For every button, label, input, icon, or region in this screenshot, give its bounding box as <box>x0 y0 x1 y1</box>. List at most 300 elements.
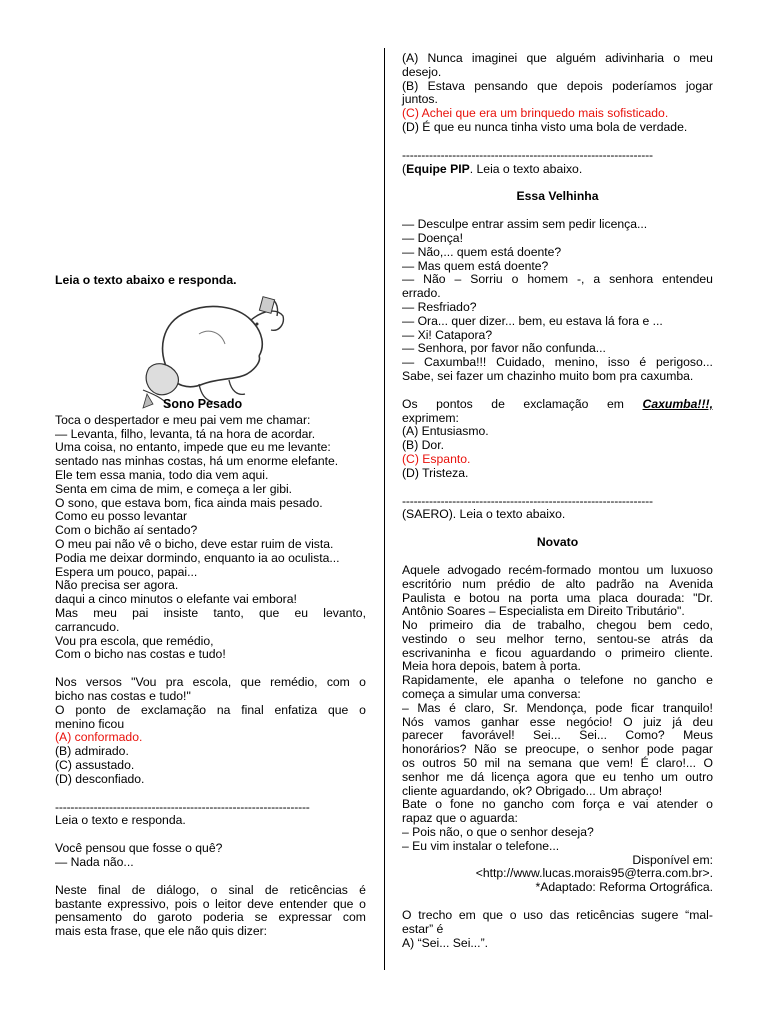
text-line <box>402 619 713 633</box>
word: claro!... <box>656 756 697 771</box>
question-intro: (SAERO). Leia o texto abaixo. <box>402 507 566 522</box>
poem-line: O meu pai não vê o bicho, deve estar ruim de vista. <box>55 536 334 551</box>
word: telefone <box>580 673 624 688</box>
word: na <box>216 702 231 717</box>
word: parecer <box>402 728 444 743</box>
word: Paulista <box>402 590 446 605</box>
text-title: Novato <box>536 535 579 550</box>
dialog-line: — Ora... quer dizer... bem, eu estava lá fora e ... <box>402 313 663 328</box>
reference-line: Disponível em: <box>632 852 713 867</box>
word: alto <box>565 576 586 591</box>
word: agora <box>536 769 568 784</box>
word: bastante <box>55 896 102 911</box>
word: — <box>402 355 415 370</box>
word: remédio, <box>270 675 318 690</box>
word: o <box>210 882 218 897</box>
poem-line: daqui a cinco minutos o elefante vai embora! <box>55 592 297 607</box>
word: O <box>402 908 412 923</box>
question-text: bicho nas costas e tudo!" <box>55 688 191 703</box>
separator-line: ------------------------------------------------------------------ <box>55 800 310 814</box>
word: Não <box>423 272 446 287</box>
question-text <box>55 676 366 690</box>
word: vai <box>632 797 649 812</box>
word: trabalho, <box>537 618 585 633</box>
dialog-line: — Mas quem está doente? <box>402 258 549 273</box>
word: pagar <box>681 742 713 757</box>
word: das <box>549 908 570 923</box>
question-intro: Leia o texto e responda. <box>55 813 186 828</box>
answer-option: (D) Tristeza. <box>402 465 469 480</box>
word: placa <box>598 590 628 605</box>
word: com <box>342 910 366 925</box>
word: uma <box>566 590 591 605</box>
word: na <box>508 590 522 605</box>
word: pra <box>165 675 184 690</box>
word: senhor <box>402 769 440 784</box>
word: escola, <box>192 675 232 690</box>
answer-option: juntos. <box>402 92 438 107</box>
word: em <box>458 908 476 923</box>
poem-line: — Levanta, filho, levanta, tá na hora de acordar. <box>55 426 316 441</box>
word: favorável! <box>461 728 515 743</box>
dialog-line: — Desculpe entrar assim sem pedir licença... <box>402 217 648 232</box>
right-column <box>402 0 713 950</box>
word: pontos <box>436 396 473 411</box>
word: diálogo, <box>156 882 200 897</box>
word: e <box>479 645 487 660</box>
word: levanto, <box>323 605 366 620</box>
word: pode <box>646 742 674 757</box>
dialog-line: — Não,... quem está doente? <box>402 244 562 259</box>
word: é <box>449 700 456 715</box>
word: padrão <box>596 576 635 591</box>
word: cedo, <box>683 618 713 633</box>
word: licença <box>491 769 530 784</box>
word: Avenida <box>669 576 713 591</box>
word: versos <box>85 675 122 690</box>
word: na <box>644 576 659 591</box>
word: O <box>703 756 713 771</box>
word: do <box>133 910 147 925</box>
poem-line: sentado nas minhas costas, há um enorme elefante. <box>55 454 339 469</box>
question-text <box>402 398 713 412</box>
text-line <box>402 729 713 743</box>
word: Aquele <box>402 562 440 577</box>
dialog-line <box>402 356 713 370</box>
word: expressivo, <box>107 896 170 911</box>
word: força <box>582 797 610 812</box>
word: gancho <box>656 673 697 688</box>
answer-option: (D) desconfiado. <box>55 771 145 786</box>
dialog-line: Você pensou que fosse o quê? <box>55 841 223 856</box>
word: leitor <box>215 896 242 911</box>
dialog-line <box>402 273 713 287</box>
word: reticências <box>576 908 635 923</box>
word: os <box>402 756 415 771</box>
answer-option-correct: (C) Achei que era um brinquedo mais sofisticado. <box>402 106 669 121</box>
word: primeiro <box>429 618 474 633</box>
poem-line: carrancudo. <box>55 619 120 634</box>
poem <box>55 414 366 662</box>
word: ganhar <box>481 714 520 729</box>
word: bem <box>647 618 672 633</box>
word: Sei... <box>533 728 561 743</box>
question-text: exprimem: <box>402 410 459 425</box>
word: se <box>504 742 518 757</box>
word: no <box>481 797 496 812</box>
word: apanha <box>513 673 555 688</box>
word: Nos <box>55 675 77 690</box>
word: da <box>699 631 713 646</box>
word: gancho <box>503 797 544 812</box>
word: pode <box>595 700 623 715</box>
separator-line: ----------------------------------------------------------------- <box>402 494 653 508</box>
word: de <box>491 396 505 411</box>
word: melhor <box>506 631 544 646</box>
word: meu <box>93 605 117 620</box>
word: jogar <box>685 78 713 93</box>
word: imaginei <box>471 51 518 65</box>
question-text <box>402 909 713 923</box>
word: deve <box>247 896 274 911</box>
word: é <box>359 882 366 897</box>
word: Estava <box>427 78 465 93</box>
poem-line: Como eu posso levantar <box>55 509 188 524</box>
word: porta <box>530 590 559 605</box>
word: Mas <box>417 700 441 715</box>
word: de <box>131 882 146 897</box>
word: o <box>511 272 519 287</box>
word: eu <box>294 605 309 620</box>
word: ponto <box>75 702 106 717</box>
word: Mendonça, <box>526 700 587 715</box>
word: ficar <box>631 700 655 715</box>
poem-line: Ele tem essa mania, todo dia vem aqui. <box>55 467 269 482</box>
word: é <box>639 355 647 370</box>
word: pois <box>174 896 198 911</box>
word: (B) <box>402 78 419 93</box>
left-column <box>55 0 366 939</box>
word: deu <box>692 714 713 729</box>
word: enfatiza <box>274 702 318 717</box>
dialog-line: — Doença! <box>402 230 463 245</box>
word: Nunca <box>427 51 463 65</box>
question-text: mais esta frase, que ele não quis dizer: <box>55 924 268 939</box>
word: prédio <box>496 576 531 591</box>
text-line: – Eu vim instalar o telefone... <box>402 838 560 853</box>
dialog-line: — Resfriado? <box>402 299 477 314</box>
word: homem <box>527 272 569 287</box>
word: já <box>672 714 682 729</box>
word: expressar <box>278 910 332 925</box>
word: terno, <box>554 631 586 646</box>
word: final <box>98 882 121 897</box>
word: Caxumba!!! <box>424 355 487 370</box>
word: Como? <box>625 728 665 743</box>
word: poderíamos <box>612 78 677 93</box>
word: num <box>462 576 486 591</box>
word: Sr. <box>502 700 518 715</box>
word: e <box>453 590 461 605</box>
word: Bate <box>402 797 428 812</box>
word: que <box>574 769 596 784</box>
dialog-line: — Xi! Catapora? <box>402 327 493 342</box>
word: cliente. <box>674 645 713 660</box>
word: de <box>512 618 526 633</box>
word: senhor <box>601 742 640 757</box>
word: e <box>706 673 713 688</box>
word: fone <box>450 797 474 812</box>
word: de <box>264 882 279 897</box>
poem-line: Uma coisa, no entanto, impede que eu me levante: <box>55 440 331 455</box>
word: trecho <box>418 908 453 923</box>
word: preocupe, <box>525 742 580 757</box>
word: se <box>254 910 268 925</box>
word: o <box>587 742 594 757</box>
word: mil <box>484 756 501 771</box>
answer-option: (B) Dor. <box>402 438 444 453</box>
word: – <box>454 272 462 287</box>
word: que <box>333 896 354 911</box>
question-text <box>55 704 366 718</box>
word: No <box>402 618 418 633</box>
word: "Dr. <box>693 590 713 605</box>
dialog-line: — Nada não... <box>55 854 134 869</box>
word: reticências <box>289 882 348 897</box>
word: um <box>661 769 678 784</box>
word: semana <box>528 756 572 771</box>
word: um <box>646 562 664 577</box>
text-line <box>402 702 713 716</box>
word: o <box>563 673 571 688</box>
dialog-line: errado. <box>402 286 441 301</box>
word: que <box>526 51 547 65</box>
word: É <box>640 756 649 771</box>
text-line <box>402 564 713 578</box>
question-text: estar” é <box>402 921 444 936</box>
word: outros <box>422 756 457 771</box>
text-line <box>402 647 713 661</box>
word: senhora <box>609 272 654 287</box>
word: dá <box>470 769 485 784</box>
word: insiste <box>163 605 199 620</box>
answer-option-correct: (C) Espanto. <box>402 451 471 466</box>
word: sinal <box>228 882 254 897</box>
word: outro <box>685 769 713 784</box>
text-line: – Pois não, o que o senhor deseja? <box>402 825 594 840</box>
word: seu <box>476 631 496 646</box>
word: Sorriu <box>470 272 503 287</box>
reference-note: *Adaptado: Reforma Ortográfica. <box>535 880 713 895</box>
answer-option: (B) admirado. <box>55 744 129 759</box>
word: tanto, <box>213 605 244 620</box>
answer-option: (A) Entusiasmo. <box>402 424 489 439</box>
text-line <box>402 743 713 757</box>
poem-line: Não precisa ser agora. <box>55 578 179 593</box>
answer-option <box>402 52 713 66</box>
word: de <box>541 576 555 591</box>
word: Os <box>402 396 418 411</box>
answer-option: (D) É que eu nunca tinha visto uma bola de verdade. <box>402 119 688 134</box>
poem-line: Com o bichão aí sentado? <box>55 523 198 538</box>
word: o <box>359 896 366 911</box>
word: vamos <box>434 714 471 729</box>
word: Mas <box>55 605 79 620</box>
word: que <box>240 675 261 690</box>
text-line <box>402 771 713 785</box>
text-line <box>402 798 713 812</box>
word: que <box>537 78 558 93</box>
word: escrivaninha <box>402 645 471 660</box>
word: montou <box>598 562 640 577</box>
word: -, <box>576 272 585 287</box>
word: eu <box>602 769 617 784</box>
word: advogado <box>447 562 501 577</box>
text-title: Essa Velhinha <box>516 189 599 204</box>
word: depois <box>566 78 603 93</box>
word: dourada: <box>636 590 685 605</box>
word: vestindo <box>402 631 448 646</box>
highlighted-word: Caxumba!!!, <box>642 396 713 411</box>
text-line <box>402 757 713 771</box>
word: o <box>435 797 442 812</box>
poem-line: Com o bicho nas costas e tudo! <box>55 647 226 662</box>
word: dia <box>484 618 501 633</box>
word: recém-formado <box>508 562 592 577</box>
word: “mal- <box>685 908 713 923</box>
poem-line: Podia me deixar dormindo, enquanto ia ao oculista... <box>55 550 340 565</box>
word: que <box>328 702 349 717</box>
word: o <box>605 645 612 660</box>
text-line <box>402 592 713 606</box>
word: Nós <box>402 714 424 729</box>
word: que <box>259 605 280 620</box>
word: o <box>202 896 210 911</box>
word: garoto <box>157 910 193 925</box>
word: Rapidamente, <box>402 673 478 688</box>
word: Não <box>474 742 497 757</box>
word: perigoso... <box>656 355 713 370</box>
text-line: começa a simular uma conversa: <box>402 687 581 702</box>
source-name: Equipe PIP <box>406 161 470 176</box>
elephant-drawing <box>139 294 289 412</box>
word: vem! <box>606 756 634 771</box>
word: – <box>402 700 409 715</box>
answer-option-correct: (A) conformado. <box>55 730 143 745</box>
word: Meus <box>683 728 713 743</box>
word: botou <box>469 590 500 605</box>
word: juiz <box>643 714 662 729</box>
text-line: rapaz que o aguarda: <box>402 811 518 826</box>
word: Sei... <box>579 728 607 743</box>
word: de <box>116 702 131 717</box>
word: alguém <box>555 51 596 65</box>
word: exclamação <box>523 396 589 411</box>
word: Neste <box>55 882 87 897</box>
question-text: menino ficou <box>55 716 125 731</box>
word: o <box>673 51 681 65</box>
word: o <box>359 675 366 690</box>
word: — <box>402 272 415 287</box>
poem-line: O sono, que estava bom, fica ainda mais pesado. <box>55 495 323 510</box>
word: primeiro <box>621 645 666 660</box>
word: a <box>593 272 601 287</box>
text-line <box>402 578 713 592</box>
poem-line: Espera um pouco, papai... <box>55 564 198 579</box>
word: Cuidado, <box>496 355 545 370</box>
word: aguardando <box>530 645 596 660</box>
word: escritório <box>402 576 452 591</box>
text-line: Meia hora depois, batem à porta. <box>402 659 581 674</box>
word: que <box>482 908 503 923</box>
word: me <box>446 769 464 784</box>
dialog-line: — Senhora, por favor não confunda... <box>402 341 606 356</box>
word: (A) <box>402 51 419 65</box>
word: pensando <box>474 78 528 93</box>
word: uso <box>523 908 543 923</box>
reference-link: <http://www.lucas.morais95@terra.com.br>. <box>475 866 713 881</box>
word: meu <box>689 51 713 65</box>
question-text <box>55 911 366 925</box>
word: negócio! <box>566 714 613 729</box>
word: sugere <box>641 908 679 923</box>
word: ficou <box>495 645 522 660</box>
word: O <box>55 702 65 717</box>
word: na <box>507 756 521 771</box>
word: pensamento <box>55 910 123 925</box>
word: "Vou <box>131 675 157 690</box>
text-line: cliente aguardando, ok? Obrigado... Um abraço! <box>402 783 663 798</box>
poem-line: Vou pra escola, que remédio, <box>55 633 214 648</box>
separator-line: ----------------------------------------------------------------- <box>402 148 653 162</box>
word: e <box>618 797 625 812</box>
answer-option: A) “Sei... Sei...”. <box>402 935 489 950</box>
question-1 <box>55 676 366 786</box>
answer-option: (C) assustado. <box>55 757 135 772</box>
word: exclamação <box>141 702 207 717</box>
word: entender <box>279 896 328 911</box>
word: o <box>509 908 517 923</box>
word: em <box>607 396 624 411</box>
word: o <box>706 797 713 812</box>
word: entendeu <box>662 272 713 287</box>
answer-option: desejo. <box>402 64 442 79</box>
word: com <box>326 675 350 690</box>
word: honorários? <box>402 742 467 757</box>
word: com <box>551 797 575 812</box>
word: pai <box>132 605 149 620</box>
elephant-illustration <box>139 294 289 414</box>
poem-line: Senta em cima de mim, e começa a ler gibi. <box>55 481 293 496</box>
column-divider <box>384 48 385 970</box>
word: claro, <box>464 700 495 715</box>
word: menino, <box>554 355 599 370</box>
word: adivinharia <box>605 51 665 65</box>
poem-line: Toca o despertador e meu pai vem me chamar: <box>55 412 311 427</box>
text-line <box>402 716 713 730</box>
dialog-line: Sabe, sei fazer um chazinho muito bom pra caxumba. <box>402 368 694 383</box>
question-intro: (Equipe PIP. Leia o texto abaixo. <box>402 161 583 176</box>
word: isso <box>607 355 630 370</box>
word: luxuoso <box>670 562 713 577</box>
text-line: Antônio Soares – Especialista em Direito Tributário". <box>402 604 685 619</box>
section-heading: Leia o texto abaixo e responda. <box>55 273 237 287</box>
word: O <box>623 714 633 729</box>
text-line <box>402 633 713 647</box>
poem-line <box>55 607 366 621</box>
word: esse <box>529 714 556 729</box>
intro-text: . Leia o texto abaixo. <box>469 161 583 176</box>
